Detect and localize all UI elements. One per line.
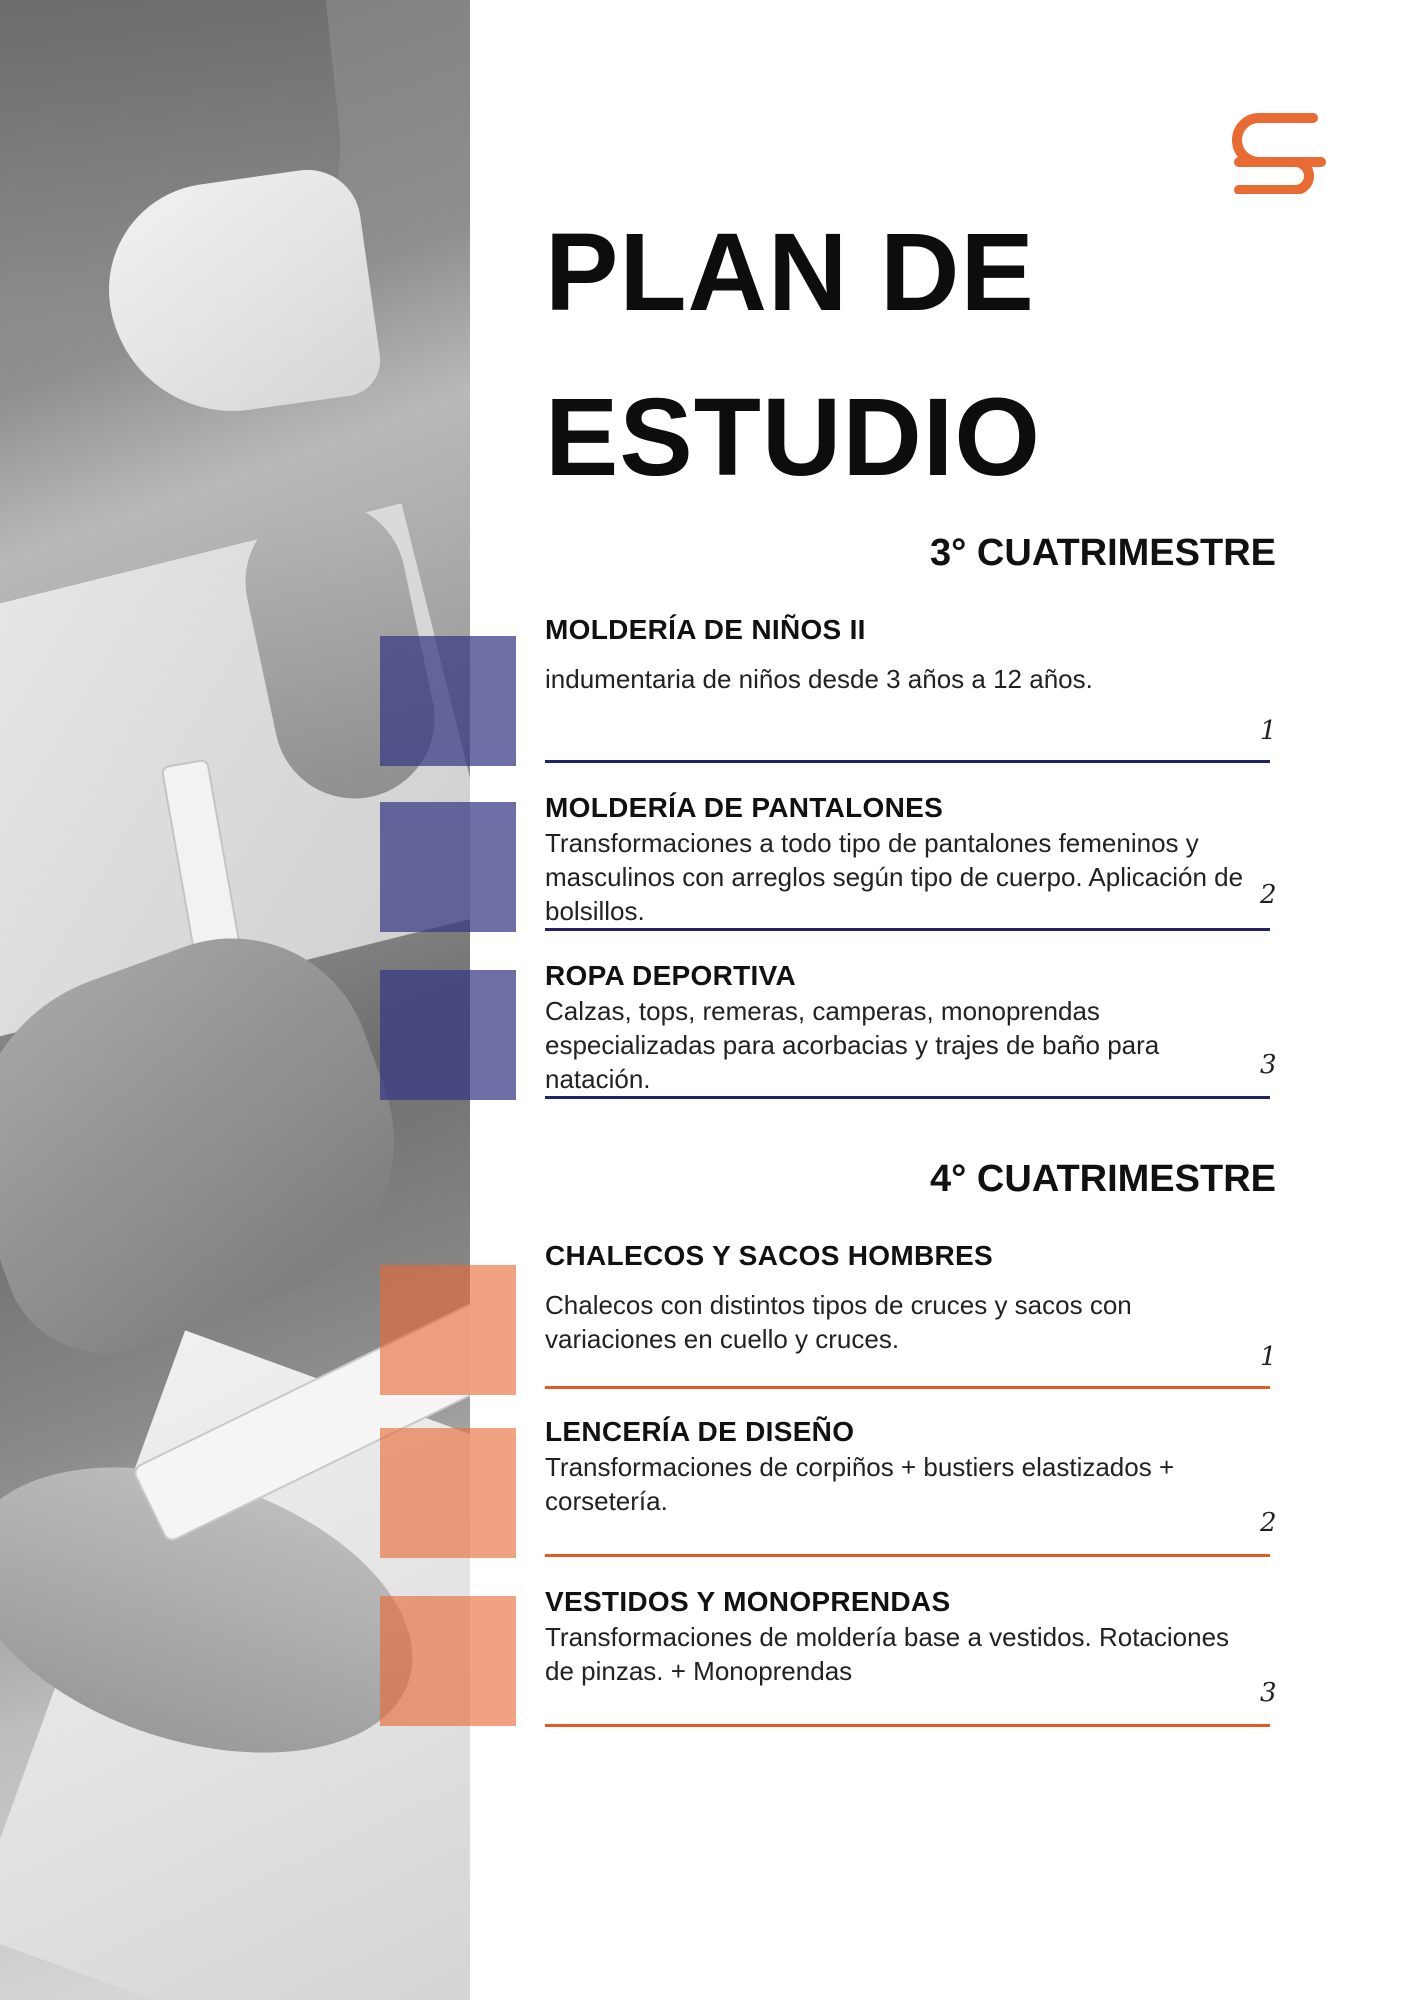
subject-title: MOLDERÍA DE PANTALONES (545, 792, 944, 823)
divider-line (545, 928, 1270, 931)
divider-line (545, 1554, 1270, 1557)
subject-description: Transformaciones de moldería base a vestidos. Rotaciones de pinzas. + Monoprendas (545, 1622, 1230, 1686)
subject-description: Transformaciones de corpiños + bustiers elastizados + corsetería. (545, 1452, 1175, 1516)
subject-number: 3 (1260, 1678, 1277, 1708)
subject-title: ROPA DEPORTIVA (545, 960, 797, 991)
subject-number: 1 (1260, 1342, 1277, 1372)
stylized-s-logo-icon (1225, 110, 1329, 194)
subject-description: Transformaciones a todo tipo de pantalones femeninos y masculinos con arreglos según tipo de cuerpo. Aplicación de bolsillos. (545, 828, 1244, 926)
subject-description: Chalecos con distintos tipos de cruces y sacos con variaciones en cuello y cruces. (545, 1290, 1132, 1354)
accent-square-orange-1 (380, 1265, 516, 1395)
title-line-1: PLAN DE (545, 211, 1035, 334)
accent-square-blue-2 (380, 802, 516, 932)
divider-line (545, 1724, 1270, 1727)
subject-block (545, 960, 1265, 1096)
subject-block (545, 1586, 1265, 1688)
accent-square-blue-3 (380, 970, 516, 1100)
subject-block (545, 1416, 1265, 1518)
subject-description: indumentaria de niños desde 3 años a 12 años. (545, 664, 1093, 694)
subject-number: 2 (1260, 1508, 1277, 1538)
subject-number: 1 (1260, 716, 1277, 746)
title-line-2: ESTUDIO (545, 376, 1041, 499)
subject-title: VESTIDOS Y MONOPRENDAS (545, 1586, 951, 1617)
subject-title: LENCERÍA DE DISEÑO (545, 1416, 855, 1447)
subject-number: 3 (1260, 1050, 1277, 1080)
accent-square-orange-2 (380, 1428, 516, 1558)
semester-heading-3: 3° CUATRIMESTRE (930, 532, 1276, 574)
page-title (545, 190, 1041, 520)
divider-line (545, 1386, 1270, 1389)
divider-line (545, 1096, 1270, 1099)
divider-line (545, 760, 1270, 763)
subject-block (545, 792, 1265, 928)
semester-heading-4: 4° CUATRIMESTRE (930, 1158, 1276, 1200)
subject-number: 2 (1260, 880, 1277, 910)
accent-square-blue-1 (380, 636, 516, 766)
subject-block (545, 1240, 1265, 1356)
subject-title: CHALECOS Y SACOS HOMBRES (545, 1240, 994, 1271)
accent-square-orange-3 (380, 1596, 516, 1726)
subject-description: Calzas, tops, remeras, camperas, monoprendas especializadas para acorbacias y trajes de baño para natación. (545, 996, 1160, 1094)
subject-block (545, 614, 1265, 696)
subject-title: MOLDERÍA DE NIÑOS II (545, 614, 866, 645)
